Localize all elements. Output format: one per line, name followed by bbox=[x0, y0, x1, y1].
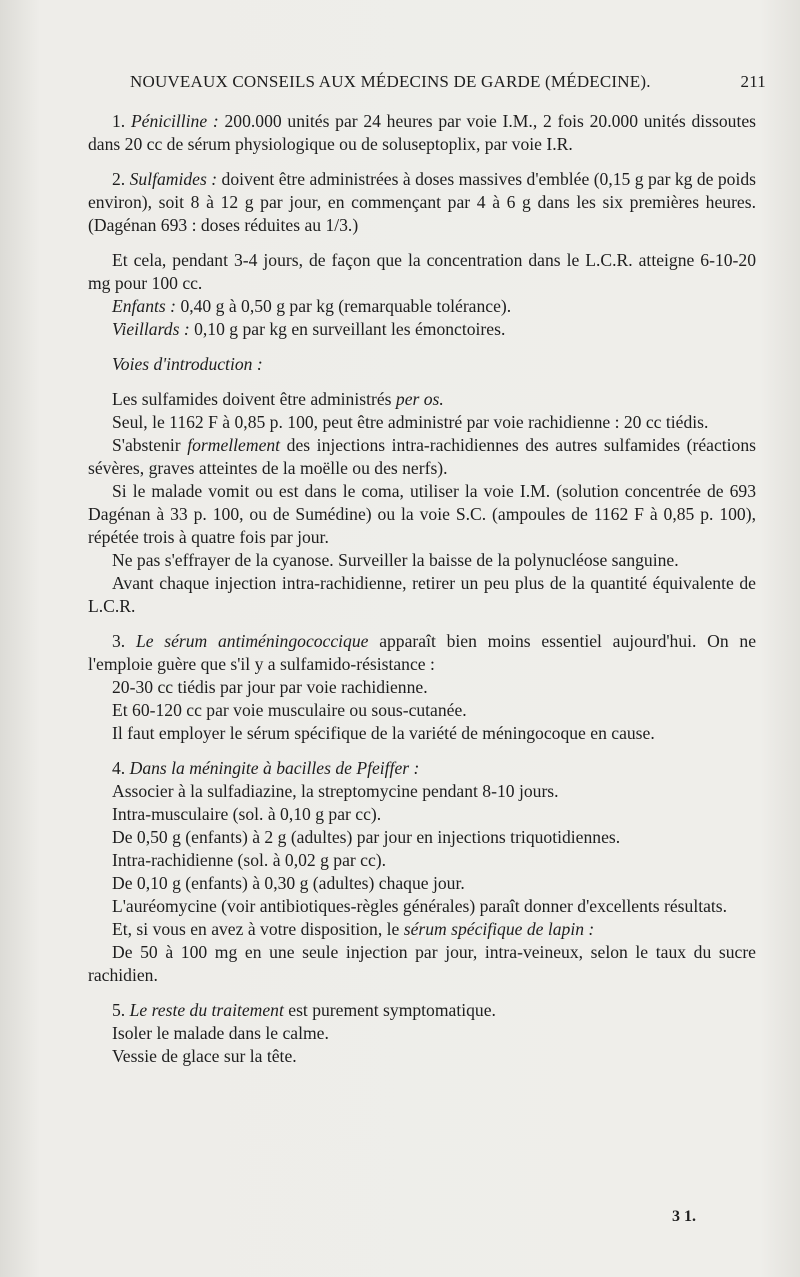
paragraph-associer: Associer à la sulfadiazine, la streptomycine pendant 8-10 jours. bbox=[112, 781, 559, 801]
paragraph-vessie: Vessie de glace sur la tête. bbox=[112, 1046, 297, 1066]
paragraph-isoler: Isoler le malade dans le calme. bbox=[112, 1023, 329, 1043]
paragraph-vomit: Si le malade vomit ou est dans le coma, utiliser la voie I.M. (solution concentrée de 693 Dagénan à 33 p. 100, ou de Sumédine) ou la voie S.C. (ampoules de 1162 F à 0,85 p. 100), répétée trois à quatre fois par jour. bbox=[88, 481, 756, 547]
paragraph-avant: Avant chaque injection intra-rachidienne, retirer un peu plus de la quantité équivalente de L.C.R. bbox=[88, 573, 756, 616]
paragraph-abstenir: S'abstenir formellement des injections intra-rachidiennes des autres sulfamides (réactions sévères, graves atteintes de la moëlle ou des nerfs). bbox=[88, 435, 756, 478]
paragraph-aureomycine: L'auréomycine (voir antibiotiques-règles générales) paraît donner d'excellents résultats. bbox=[112, 896, 728, 916]
paragraph-serum: 3. Le sérum antiméningococcique apparaît bien moins essentiel aujourd'hui. On ne l'emploie guère que s'il y a sulfamido-résistance : bbox=[88, 631, 756, 674]
paragraph-pfeiffer: 4. Dans la méningite à bacilles de Pfeiffer : bbox=[112, 758, 420, 778]
paragraph-dose-lapin: De 50 à 100 mg en une seule injection par jour, intra-veineux, selon le taux du sucre rachidien. bbox=[88, 942, 756, 985]
term-sulfamides: Sulfamides : bbox=[129, 169, 218, 189]
paragraph-reste: 5. Le reste du traitement est purement symptomatique. bbox=[112, 1000, 496, 1020]
paragraph-concentration: Et cela, pendant 3-4 jours, de façon que la concentration dans le L.C.R. atteigne 6-10-20 mg pour 100 cc. bbox=[88, 250, 756, 293]
signature-mark: 3 1. bbox=[672, 1208, 696, 1225]
paragraph-intra-rachidienne: Intra-rachidienne (sol. à 0,02 g par cc). bbox=[112, 850, 387, 870]
term-penicilline: Pénicilline : bbox=[130, 111, 219, 131]
paragraph-dose-jour: De 0,10 g (enfants) à 0,30 g (adultes) chaque jour. bbox=[112, 873, 465, 893]
paragraph-voies: Voies d'introduction : bbox=[112, 354, 263, 374]
paragraph-intra-musculaire: Intra-musculaire (sol. à 0,10 g par cc). bbox=[112, 804, 382, 824]
paragraph-dose-rachidienne: 20-30 cc tiédis par jour par voie rachidienne. bbox=[112, 677, 428, 697]
running-header bbox=[130, 72, 770, 92]
paragraph-per-os: Les sulfamides doivent être administrés per os. bbox=[112, 389, 444, 409]
paragraph-seul: Seul, le 1162 F à 0,85 p. 100, peut être administré par voie rachidienne : 20 cc tiédis. bbox=[112, 412, 709, 432]
paragraph-specifique: Il faut employer le sérum spécifique de la variété de méningocoque en cause. bbox=[112, 723, 655, 743]
paragraph-serum-lapin: Et, si vous en avez à votre disposition, le sérum spécifique de lapin : bbox=[112, 919, 595, 939]
page-number: 211 bbox=[740, 72, 766, 91]
paragraph-enfants: Enfants : 0,40 g à 0,50 g par kg (remarquable tolérance). bbox=[112, 296, 512, 316]
paragraph-vieillards: Vieillards : 0,10 g par kg en surveillant les émonctoires. bbox=[112, 319, 506, 339]
paragraph-dose-musculaire: Et 60-120 cc par voie musculaire ou sous-cutanée. bbox=[112, 700, 467, 720]
running-title: NOUVEAUX CONSEILS AUX MÉDECINS DE GARDE (MÉDECINE). bbox=[130, 72, 651, 91]
paragraph-penicilline: 1. Pénicilline : 200.000 unités par 24 heures par voie I.M., 2 fois 20.000 unités dissoutes dans 20 cc de sérum physiologique ou de soluseptoplix, par voie I.R. bbox=[88, 111, 756, 154]
paragraph-dose-adultes: De 0,50 g (enfants) à 2 g (adultes) par jour en injections triquotidiennes. bbox=[112, 827, 621, 847]
page-body bbox=[88, 110, 756, 1068]
paragraph-cyanose: Ne pas s'effrayer de la cyanose. Surveiller la baisse de la polynucléose sanguine. bbox=[112, 550, 679, 570]
paragraph-sulfamides: 2. Sulfamides : doivent être administrées à doses massives d'emblée (0,15 g par kg de poids environ), soit 8 à 12 g par jour, en commençant par 4 à 6 g dans les six premières heures. (Dagénan 693 : doses réduites au 1/3.) bbox=[88, 169, 756, 235]
